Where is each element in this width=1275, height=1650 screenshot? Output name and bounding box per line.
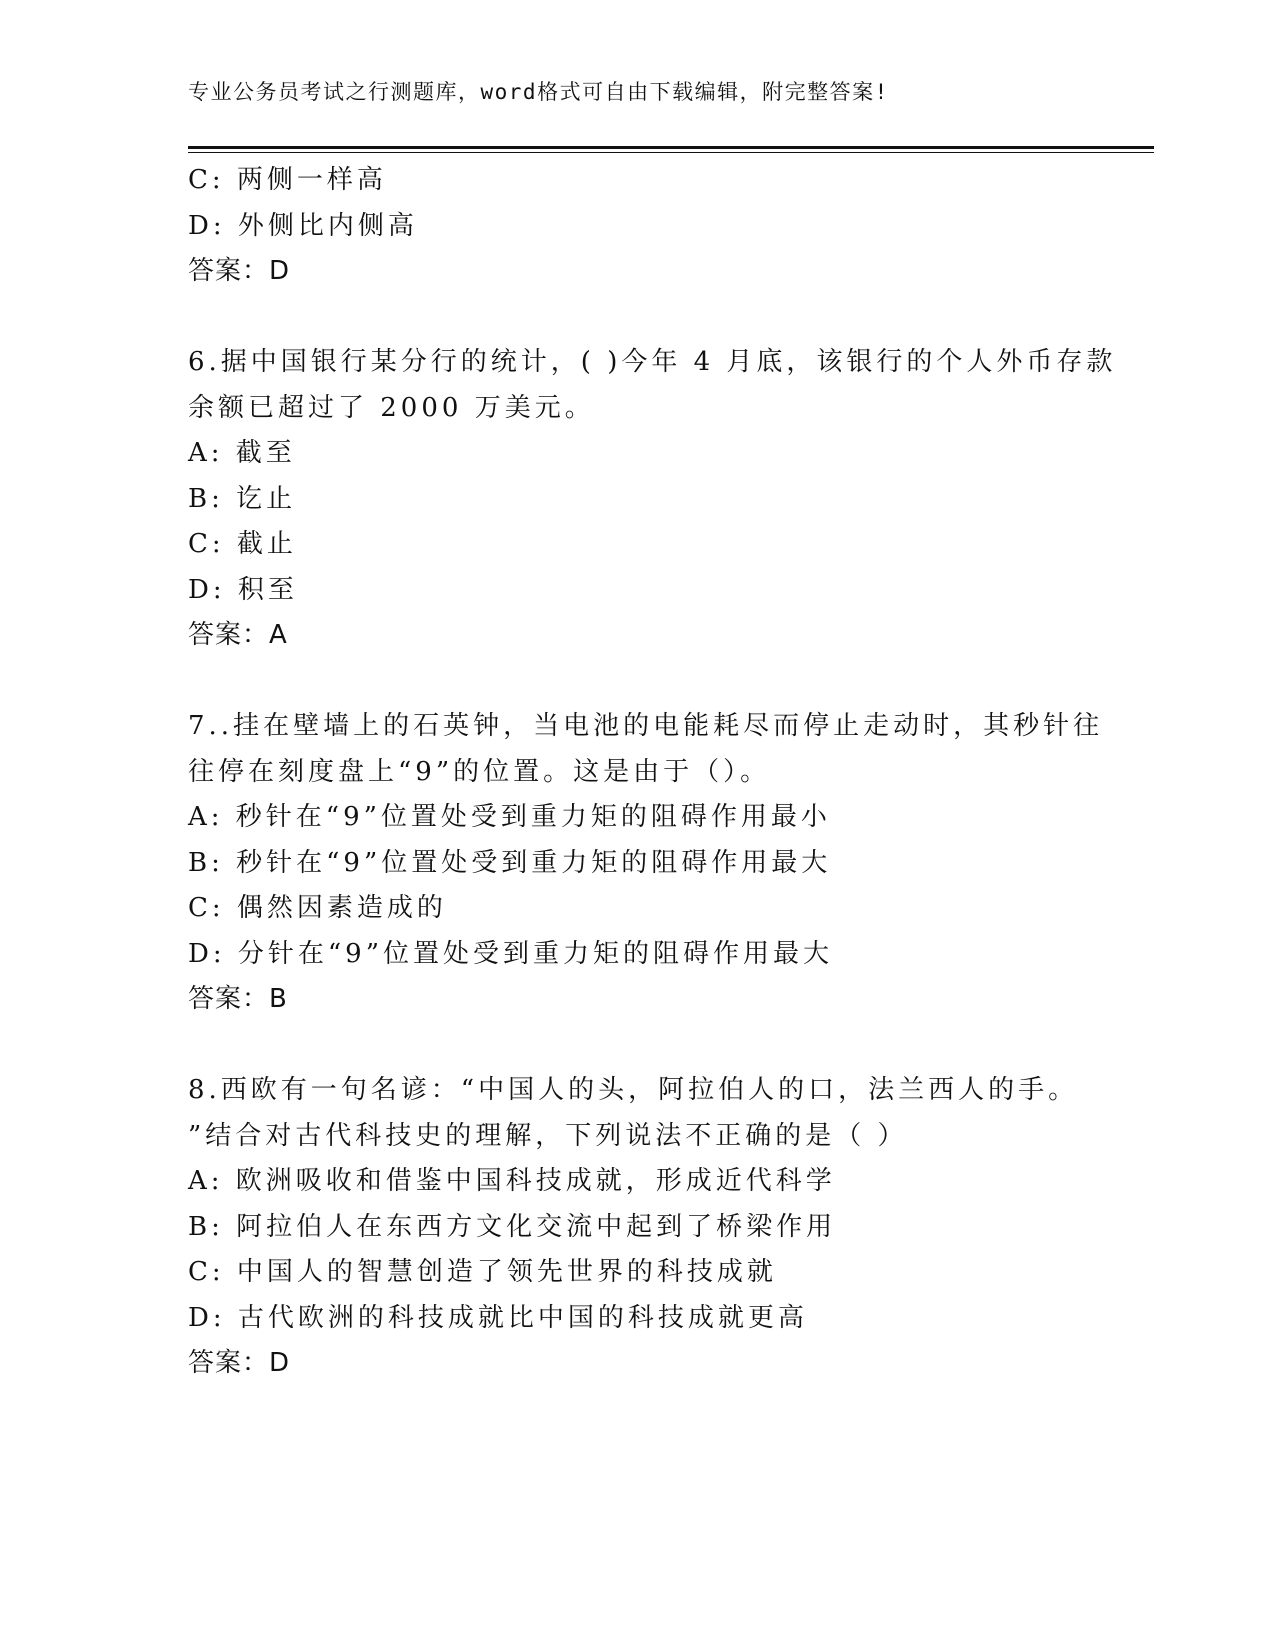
question-7: [188, 704, 1104, 1023]
header-rule-thin: [188, 152, 1154, 153]
answer-line: 答案：D: [188, 1348, 291, 1378]
question-stem-line: 8.西欧有一句名谚：“中国人的头，阿拉伯人的口，法兰西人的手。: [188, 1075, 1079, 1105]
question-6: [188, 340, 1117, 659]
question-stem-line: 往停在刻度盘上“9”的位置。这是由于（）。: [188, 756, 771, 787]
option-a: A: 欧洲吸收和借鉴中国科技成就，形成近代科学: [188, 1166, 836, 1196]
answer-line: 答案：B: [188, 984, 288, 1014]
question-stem-line: 余额已超过了 2000 万美元。: [188, 392, 595, 423]
prev-question: [188, 158, 1088, 295]
question-8: [188, 1068, 1088, 1387]
page-header: 专业公务员考试之行测题库，word格式可自由下载编辑，附完整答案!: [188, 80, 889, 104]
option-d: D: 积至: [188, 574, 298, 605]
option-c: C: 偶然因素造成的: [188, 893, 447, 923]
answer-line: 答案：A: [188, 620, 288, 650]
header-rule-thick: [188, 146, 1154, 149]
option-a: A: 秒针在“9”位置处受到重力矩的阻碍作用最小: [188, 802, 831, 832]
question-stem-line: 7..挂在壁墙上的石英钟，当电池的电能耗尽而停止走动时，其秒针往: [188, 711, 1104, 741]
option-c: C: 截止: [188, 529, 297, 559]
option-b: B: 阿拉伯人在东西方文化交流中起到了桥梁作用: [188, 1211, 837, 1242]
question-stem-line: ”结合对古代科技史的理解，下列说法不正确的是（ ）: [188, 1120, 908, 1151]
answer-line: 答案：D: [188, 256, 291, 286]
option-d: D: 外侧比内侧高: [188, 210, 418, 241]
option-b: B: 讫止: [188, 483, 297, 514]
option-c: C: 两侧一样高: [188, 165, 387, 195]
question-stem-line: 6.据中国银行某分行的统计，( )今年 4 月底，该银行的个人外币存款: [188, 347, 1117, 377]
question-content: [188, 158, 1117, 1387]
option-d: D: 分针在“9”位置处受到重力矩的阻碍作用最大: [188, 938, 833, 969]
option-d: D: 古代欧洲的科技成就比中国的科技成就更高: [188, 1302, 808, 1333]
spacer: [188, 659, 1088, 705]
spacer: [188, 295, 1088, 341]
option-c: C: 中国人的智慧创造了领先世界的科技成就: [188, 1257, 777, 1287]
option-b: B: 秒针在“9”位置处受到重力矩的阻碍作用最大: [188, 847, 832, 878]
option-a: A: 截至: [188, 438, 296, 468]
spacer: [188, 1023, 1088, 1069]
